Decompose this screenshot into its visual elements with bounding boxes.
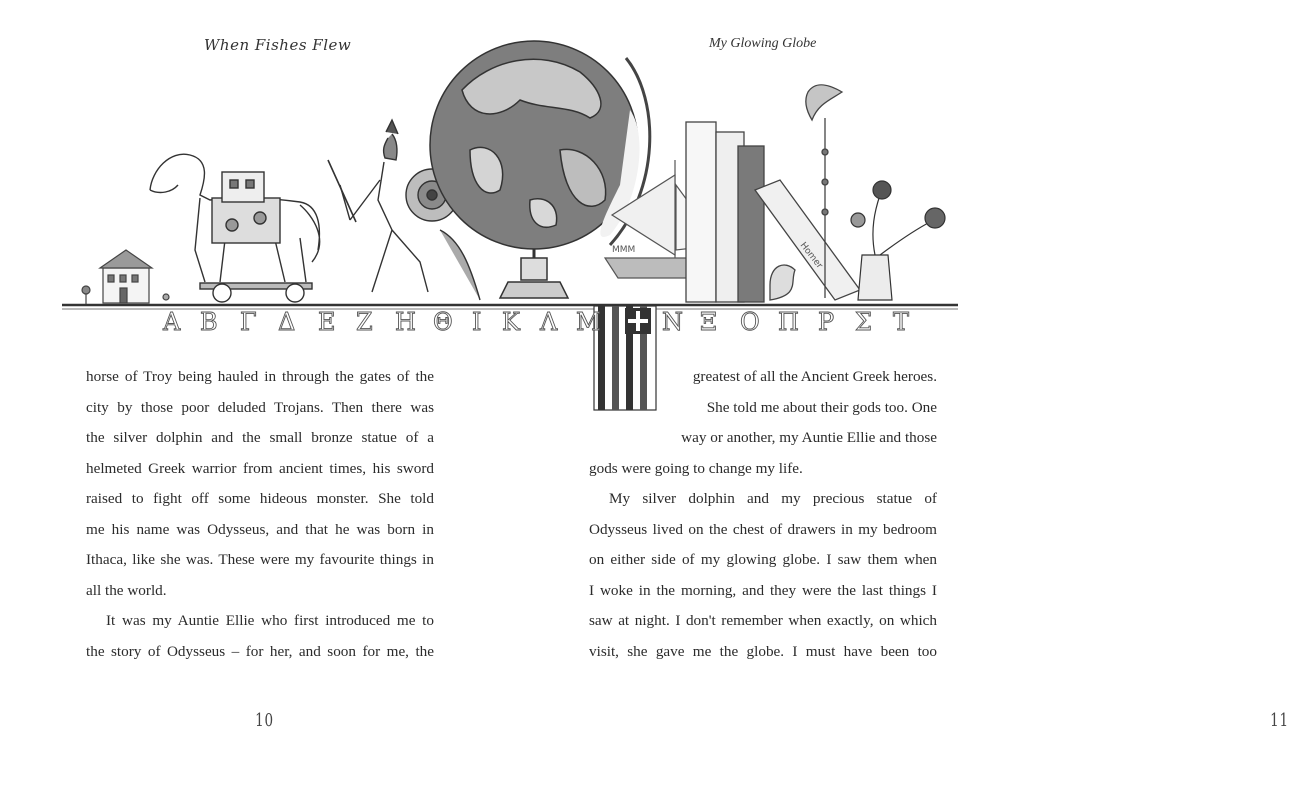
alphabet-letter: Ο [740,308,760,336]
text-line: gods were going to change my life. [589,459,803,477]
alphabet-letter: Ν [662,308,683,336]
text-line: greatest of all the Ancient Greek heroes. [692,368,937,385]
running-head-left: When Fishes Flew [204,36,352,54]
svg-text:ΜΜΜ: ΜΜΜ [612,245,636,255]
alphabet-letter: Ε [318,308,336,336]
alphabet-letter: Π [778,308,799,336]
text-line: It was my Auntie Ellie who first introduced me to [106,612,434,629]
paragraph [86,606,434,667]
alphabet-letter: Γ [240,308,257,336]
alphabet-letter: Ι [472,308,482,336]
text-line: Odysseus lived on the chest of drawers in my bedroom [589,520,937,538]
alphabet-letter: Β [200,308,218,336]
text-line: the story of Odysseus – for her, and soon for me, the [86,642,434,660]
paragraph [589,484,937,667]
alphabet-letter: Θ [433,308,453,336]
text-line: saw at night. I don't remember when exactly, on which [589,612,937,629]
text-line: She told me about their gods too. One [706,398,937,416]
alphabet-letter: Τ [893,308,910,336]
page-number-left: 10 [255,710,274,731]
text-line: visit, she gave me the globe. I must have been too [589,642,937,660]
alphabet-letter: Ρ [818,308,835,336]
text-line: the silver dolphin and the small bronze statue of a [86,429,434,446]
alphabet-letter: Α [163,308,181,336]
text-line: on either side of my glowing globe. I saw them when [589,551,937,568]
right-page-body-text [589,362,937,667]
text-line: raised to fight off some hideous monster. She told [86,490,434,507]
alphabet-letter: Ζ [356,308,373,336]
text-line: way or another, my Auntie Ellie and those [681,429,937,446]
text-line: helmeted Greek warrior from ancient times, his sword [86,459,434,477]
alphabet-letter: Δ [278,308,296,336]
text-line: My silver dolphin and my precious statue of [609,490,937,507]
text-line: me his name was Odysseus, and that he was born in [86,520,434,538]
alphabet-letter: Λ [540,308,558,336]
page-number-right: 11 [1270,710,1289,731]
alphabet-letter: Ξ [700,308,717,336]
text-line: city by those poor deluded Trojans. Then there was [86,398,434,416]
left-page-body-text [86,362,434,667]
text-line: all the world. [86,581,167,599]
running-head-right: My Glowing Globe [709,36,817,51]
paragraph [589,362,937,484]
text-line: I woke in the morning, and they were the last things I [589,581,937,599]
text-line: Ithaca, like she was. These were my favourite things in [86,551,434,568]
alphabet-letter: Μ [576,308,601,336]
svg-text:Homer: Homer [797,240,825,271]
alphabet-letter: Σ [855,308,872,336]
text-line: horse of Troy being hauled in through the gates of the [86,368,434,385]
alphabet-letter: Η [395,308,416,336]
paragraph [86,362,434,606]
alphabet-letter: Κ [502,308,520,336]
